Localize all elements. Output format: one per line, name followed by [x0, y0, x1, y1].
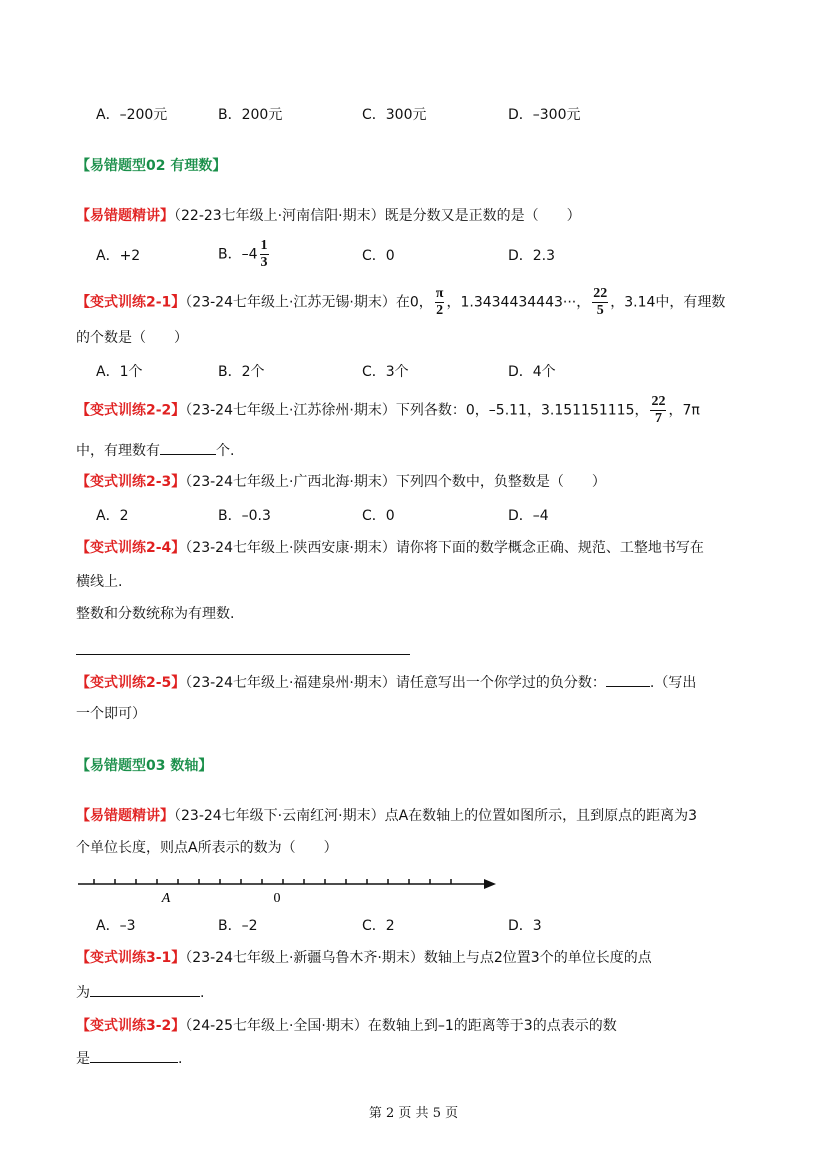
question-text: （23-24七年级上·陕西安康·期末）请你将下面的数学概念正确、规范、工整地书写在 [185, 540, 704, 556]
question-3-0 [76, 806, 697, 826]
question-3-1-line2 [76, 982, 204, 1003]
question-2-4 [76, 538, 704, 558]
question-2-3 [76, 472, 606, 492]
denominator: 2 [436, 303, 444, 318]
arrow-head-icon [484, 879, 496, 889]
denominator: 7 [654, 411, 662, 426]
numerator: 1 [260, 238, 268, 253]
question-text: （24-25七年级上·全国·期末）在数轴上到–1的距离等于3的点表示的数 [185, 1018, 617, 1034]
question-text: . [178, 1051, 183, 1067]
question-tag: 【变式训练3-1】 [76, 950, 186, 966]
question-text: .（写出 [649, 675, 697, 691]
option-b: B．–2 [218, 918, 258, 934]
question-text: ，1.3434434443···， [446, 294, 591, 311]
question-3-2 [76, 1016, 617, 1036]
option-a: A．+2 [96, 248, 141, 264]
question-tag: 【变式训练2-3】 [76, 474, 186, 490]
section-heading-02: 【易错题型02 有理数】 [76, 158, 227, 174]
origin-label: 0 [273, 891, 281, 906]
answer-blank[interactable] [90, 982, 200, 997]
denominator: 3 [260, 255, 268, 270]
question-text: （22-23七年级上·河南信阳·期末）既是分数又是正数的是（ ） [174, 208, 581, 224]
option-c: C．0 [362, 508, 395, 524]
option-c: C．3个 [362, 364, 409, 380]
mixed-fraction [260, 238, 269, 271]
question-text: （23-24七年级上·江苏徐州·期末）下列各数：0，–5.11，3.151151115， [185, 402, 649, 419]
denominator: 5 [596, 303, 604, 318]
question-text: . [200, 985, 205, 1001]
option-b: B．2个 [218, 364, 265, 380]
question-text: 是 [76, 1051, 90, 1067]
fraction-22-5 [592, 286, 608, 319]
question-tag: 【变式训练2-4】 [76, 540, 186, 556]
option-text: B．–4 [218, 246, 258, 263]
question-text: （23-24七年级下·云南红河·期末）点A在数轴上的位置如图所示，且到原点的距离为3 [174, 808, 698, 824]
answer-blank[interactable] [160, 440, 216, 455]
page-footer: 第 2 页 共 5 页 [368, 1106, 459, 1121]
option-a: A．1个 [96, 364, 143, 380]
answer-blank[interactable] [606, 672, 650, 687]
question-text: （23-24七年级上·福建泉州·期末）请任意写出一个你学过的负分数： [185, 675, 606, 691]
question-2-5-line2: 一个即可） [76, 706, 146, 722]
question-tag: 【易错题精讲】 [76, 808, 174, 824]
question-2-1-line2: 的个数是（ ） [76, 330, 188, 346]
question-tag: 【变式训练3-2】 [76, 1018, 186, 1034]
question-3-0-line2: 个单位长度，则点A所表示的数为（ ） [76, 840, 338, 856]
numerator: 22 [593, 286, 608, 301]
option-b: B．–0.3 [218, 508, 271, 524]
question-text: 中，有理数有 [76, 443, 160, 459]
option-b: B．200元 [218, 107, 283, 123]
question-text: （23-24七年级上·广西北海·期末）下列四个数中，负整数是（ ） [185, 474, 606, 490]
option-b [218, 238, 271, 271]
option-d: D．4个 [508, 364, 556, 380]
question-text: 为 [76, 985, 90, 1001]
answer-line[interactable] [76, 654, 410, 655]
option-a: A．–200元 [96, 107, 168, 123]
point-a-label: A [161, 891, 171, 906]
question-2-5 [76, 672, 696, 693]
option-d: D．2.3 [508, 248, 556, 264]
question-text: （23-24七年级上·江苏无锡·期末）在0， [185, 294, 433, 311]
numerator: 22 [651, 394, 666, 409]
question-3-1 [76, 948, 652, 968]
answer-blank[interactable] [90, 1048, 178, 1063]
option-d: D．–4 [508, 508, 549, 524]
option-a: A．–3 [96, 918, 136, 934]
option-c: C．300元 [362, 107, 427, 123]
question-2-2-line2 [76, 440, 234, 461]
number-line [76, 870, 506, 910]
question-2-0 [76, 206, 581, 226]
option-d: D．3 [508, 918, 542, 934]
option-d: D．–300元 [508, 107, 581, 123]
question-3-2-line2 [76, 1048, 182, 1069]
question-2-1 [76, 286, 725, 319]
question-tag: 【变式训练2-2】 [76, 402, 186, 419]
question-tag: 【变式训练2-1】 [76, 294, 186, 311]
option-c: C．0 [362, 248, 395, 264]
question-text: ，7π [668, 402, 700, 419]
question-2-4-line2: 横线上. [76, 574, 123, 590]
section-heading-03: 【易错题型03 数轴】 [76, 758, 213, 774]
fraction-22-7 [650, 394, 666, 427]
question-tag: 【变式训练2-5】 [76, 675, 186, 691]
option-c: C．2 [362, 918, 395, 934]
question-2-4-line3: 整数和分数统称为有理数. [76, 606, 235, 622]
question-text: （23-24七年级上·新疆乌鲁木齐·期末）数轴上与点2位置3个的单位长度的点 [185, 950, 652, 966]
option-a: A．2 [96, 508, 129, 524]
question-2-2 [76, 394, 700, 427]
question-tag: 【易错题精讲】 [76, 208, 174, 224]
question-text: ，3.14中，有理数 [610, 294, 726, 311]
question-text: 个. [216, 443, 235, 459]
fraction-pi-2 [435, 286, 445, 319]
numerator: π [435, 286, 444, 301]
